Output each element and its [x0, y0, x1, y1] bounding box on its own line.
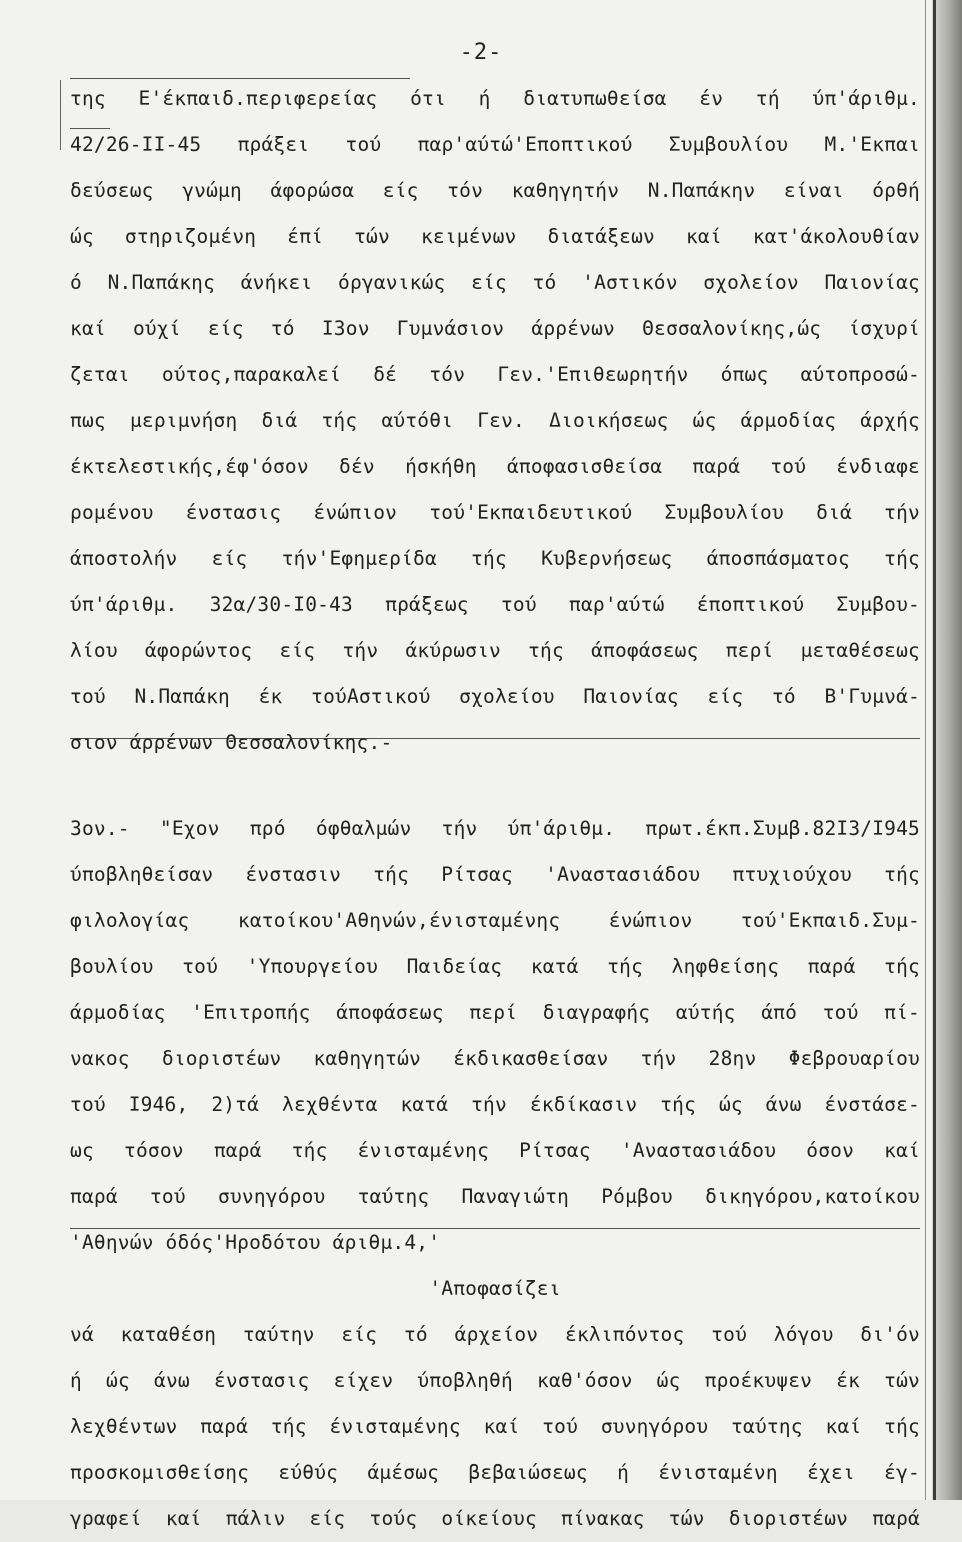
text-line: ό Ν.Παπάκης άνήκει όργανικώς είς τό 'Αστικόν σχολείον Παιονίας: [70, 271, 920, 294]
page-edge-shadow: [932, 0, 962, 1500]
text-line: ύπ'άριθμ. 32α/30-Ι0-43 πράξεως τού παρ'αύτώ έποπτικού Συμβου-: [70, 593, 920, 616]
text-line: ως τόσον παρά τής ένισταμένης Ρίτσας 'Αναστασιάδου όσον καί: [70, 1139, 920, 1162]
text-line: πως μεριμνήση διά τής αύτόθι Γεν. Διοικήσεως ώς άρμοδίας άρχής: [70, 409, 920, 432]
text-line: άρμοδίας 'Επιτροπής άποφάσεως περί διαγραφής αύτής άπό τού πί-: [70, 1001, 920, 1024]
text-line: ρομένου ένστασις ένώπιον τού'Εκπαιδευτικού Συμβουλίου διά τήν: [70, 501, 920, 524]
margin-rule-inner: [925, 0, 926, 1500]
text-line: 3ον.- "Εχον πρό όφθαλμών τήν ύπ'άριθμ. πρωτ.έκπ.Συμβ.82Ι3/Ι945: [70, 817, 920, 840]
left-margin-mark: [60, 80, 61, 150]
paragraph-1: [70, 76, 920, 766]
text-line: σιον άρρένων Θεσσαλονίκης.-: [70, 731, 393, 754]
text-line: της Ε'έκπαιδ.περιφερείας ότι ή διατυπωθείσα έν τή ύπ'άριθμ.: [70, 87, 920, 110]
text-line: προσκομισθείσης εύθύς άμέσως βεβαιώσεως ή ένισταμένη έχει έγ-: [70, 1461, 920, 1484]
text-line: ζεται ούτος,παρακαλεί δέ τόν Γεν.'Επιθεωρητήν όπως αύτοπροσώ-: [70, 363, 920, 386]
text-line: άποστολήν είς τήν'Εφημερίδα τής Κυβερνήσεως άποσπάσματος τής: [70, 547, 920, 570]
text-line: λεχθέντων παρά τής ένισταμένης καί τού συνηγόρου ταύτης καί τής: [70, 1415, 920, 1438]
text-line: τού Ι946, 2)τά λεχθέντα κατά τήν έκδίκασιν τής ώς άνω ένστάσε-: [70, 1093, 920, 1116]
text-line: ώς στηριζομένη έπί τών κειμένων διατάξεων καί κατ'άκολουθίαν: [70, 225, 920, 248]
text-line: παρά τού συνηγόρου ταύτης Παναγιώτη Ρόμβου δικηγόρου,κατοίκου: [70, 1185, 920, 1208]
paragraph-gap: [70, 766, 920, 806]
text-line: νά καταθέση ταύτην είς τό άρχείον έκλιπόντος τού λόγου δι'όν: [70, 1323, 920, 1346]
page-number: -2-: [459, 40, 503, 65]
margin-rule: [933, 0, 936, 1500]
text-line: έκτελεστικής,έφ'όσον δέν ήσκήθη άποφασισθείσα παρά τού ένδιαφε: [70, 455, 920, 478]
text-line: 42/26-ΙΙ-45 πράξει τού παρ'αύτώ'Εποπτικού Συμβουλίου Μ.'Εκπαι: [70, 133, 920, 156]
text-line: λίου άφορώντος είς τήν άκύρωσιν τής άποφάσεως περί μεταθέσεως: [70, 639, 920, 662]
text-line: γραφεί καί πάλιν είς τούς οίκείους πίνακας τών διοριστέων παρά: [70, 1507, 920, 1530]
text-line: 'Αθηνών όδός'Ηροδότου άριθμ.4,': [70, 1231, 441, 1254]
text-line: ύποβληθείσαν ένστασιν τής Ρίτσας 'Αναστασιάδου πτυχιούχου τής: [70, 863, 920, 886]
document-body: [70, 76, 920, 1542]
text-line: ή ώς άνω ένστασις είχεν ύποβληθή καθ'όσον ώς προέκυψεν έκ τών: [70, 1369, 920, 1392]
text-line: δεύσεως γνώμη άφορώσα είς τόν καθηγητήν Ν.Παπάκην είναι όρθή: [70, 179, 920, 202]
text-line: καί ούχί είς τό Ι3ον Γυμνάσιον άρρένων Θεσσαλονίκης,ώς ίσχυρί: [70, 317, 920, 340]
text-line: φιλολογίας κατοίκου'Αθηνών,ένισταμένης ένώπιον τού'Εκπαιδ.Συμ-: [70, 909, 920, 932]
text-line: νακος διοριστέων καθηγητών έκδικασθείσαν τήν 28ην Φεβρουαρίου: [70, 1047, 920, 1070]
paragraph-2: [70, 806, 920, 1266]
text-line: τού Ν.Παπάκη έκ τούΑστικού σχολείου Παιονίας είς τό Β'Γυμνά-: [70, 685, 920, 708]
paragraph-3: [70, 1312, 920, 1542]
decision-heading: 'Αποφασίζει: [429, 1277, 561, 1300]
text-line: βουλίου τού 'Υπουργείου Παιδείας κατά τής ληφθείσης παρά τής: [70, 955, 920, 978]
